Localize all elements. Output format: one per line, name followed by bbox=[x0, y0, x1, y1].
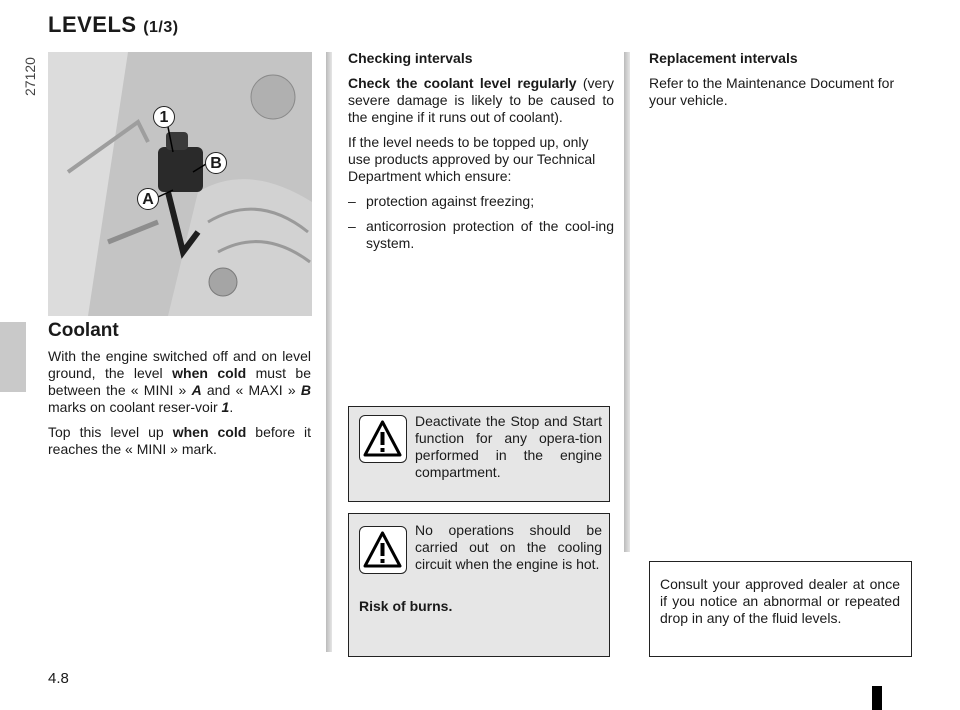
coolant-body bbox=[48, 348, 311, 466]
page-title-part: (1/3) bbox=[143, 19, 179, 36]
paragraph: Refer to the Maintenance Document for your vehicle. bbox=[649, 75, 895, 108]
note-text: Consult your approved dealer at once if you notice an abnormal or repeated drop in any of the fluid levels. bbox=[660, 576, 900, 626]
section-heading-checking: Checking intervals bbox=[348, 50, 473, 66]
paragraph: With the engine switched off and on level ground, the level when cold must be between the « MINI » A and « MAXI » B marks on coolant reser-voir 1. bbox=[48, 348, 312, 415]
warning-emphasis: Risk of burns. bbox=[359, 598, 453, 614]
photo-code: 27120 bbox=[22, 57, 38, 96]
list-item: – protection against freezing; bbox=[348, 193, 535, 209]
column-divider bbox=[624, 52, 630, 552]
replacement-section bbox=[649, 50, 915, 117]
engine-illustration bbox=[48, 52, 312, 316]
engine-photo bbox=[48, 52, 312, 316]
warning-triangle-icon bbox=[359, 415, 407, 463]
checking-section bbox=[348, 50, 614, 260]
page-number: 4.8 bbox=[48, 670, 69, 687]
chapter-tab bbox=[0, 322, 26, 392]
corner-mark bbox=[872, 686, 882, 710]
note-box bbox=[649, 561, 912, 657]
warning-text: Deactivate the Stop and Start function for any opera-tion performed in the engine compartment. bbox=[415, 413, 602, 480]
warning-triangle-icon bbox=[359, 526, 407, 574]
section-heading-coolant: Coolant bbox=[48, 320, 119, 341]
section-heading-replacement: Replacement intervals bbox=[649, 50, 798, 66]
photo-label-1: 1 bbox=[153, 106, 175, 128]
paragraph: If the level needs to be topped up, only use products approved by our Technical Department which ensure: bbox=[348, 134, 596, 184]
paragraph: Check the coolant level regularly (very severe damage is likely to be caused to the engine if it runs out of coolant). bbox=[348, 75, 615, 125]
photo-label-a: A bbox=[137, 188, 159, 210]
warning-text: No operations should be carried out on the cooling circuit when the engine is hot. bbox=[415, 522, 602, 572]
photo-label-b: B bbox=[205, 152, 227, 174]
warning-box bbox=[348, 406, 610, 502]
list-item: – anticorrosion protection of the cool-ing system. bbox=[348, 218, 614, 251]
paragraph: Top this level up when cold before it reaches the « MINI » mark. bbox=[48, 424, 311, 457]
column-divider bbox=[326, 52, 332, 652]
warning-box bbox=[348, 513, 610, 657]
page-title: LEVELS (1/3) bbox=[48, 12, 179, 37]
